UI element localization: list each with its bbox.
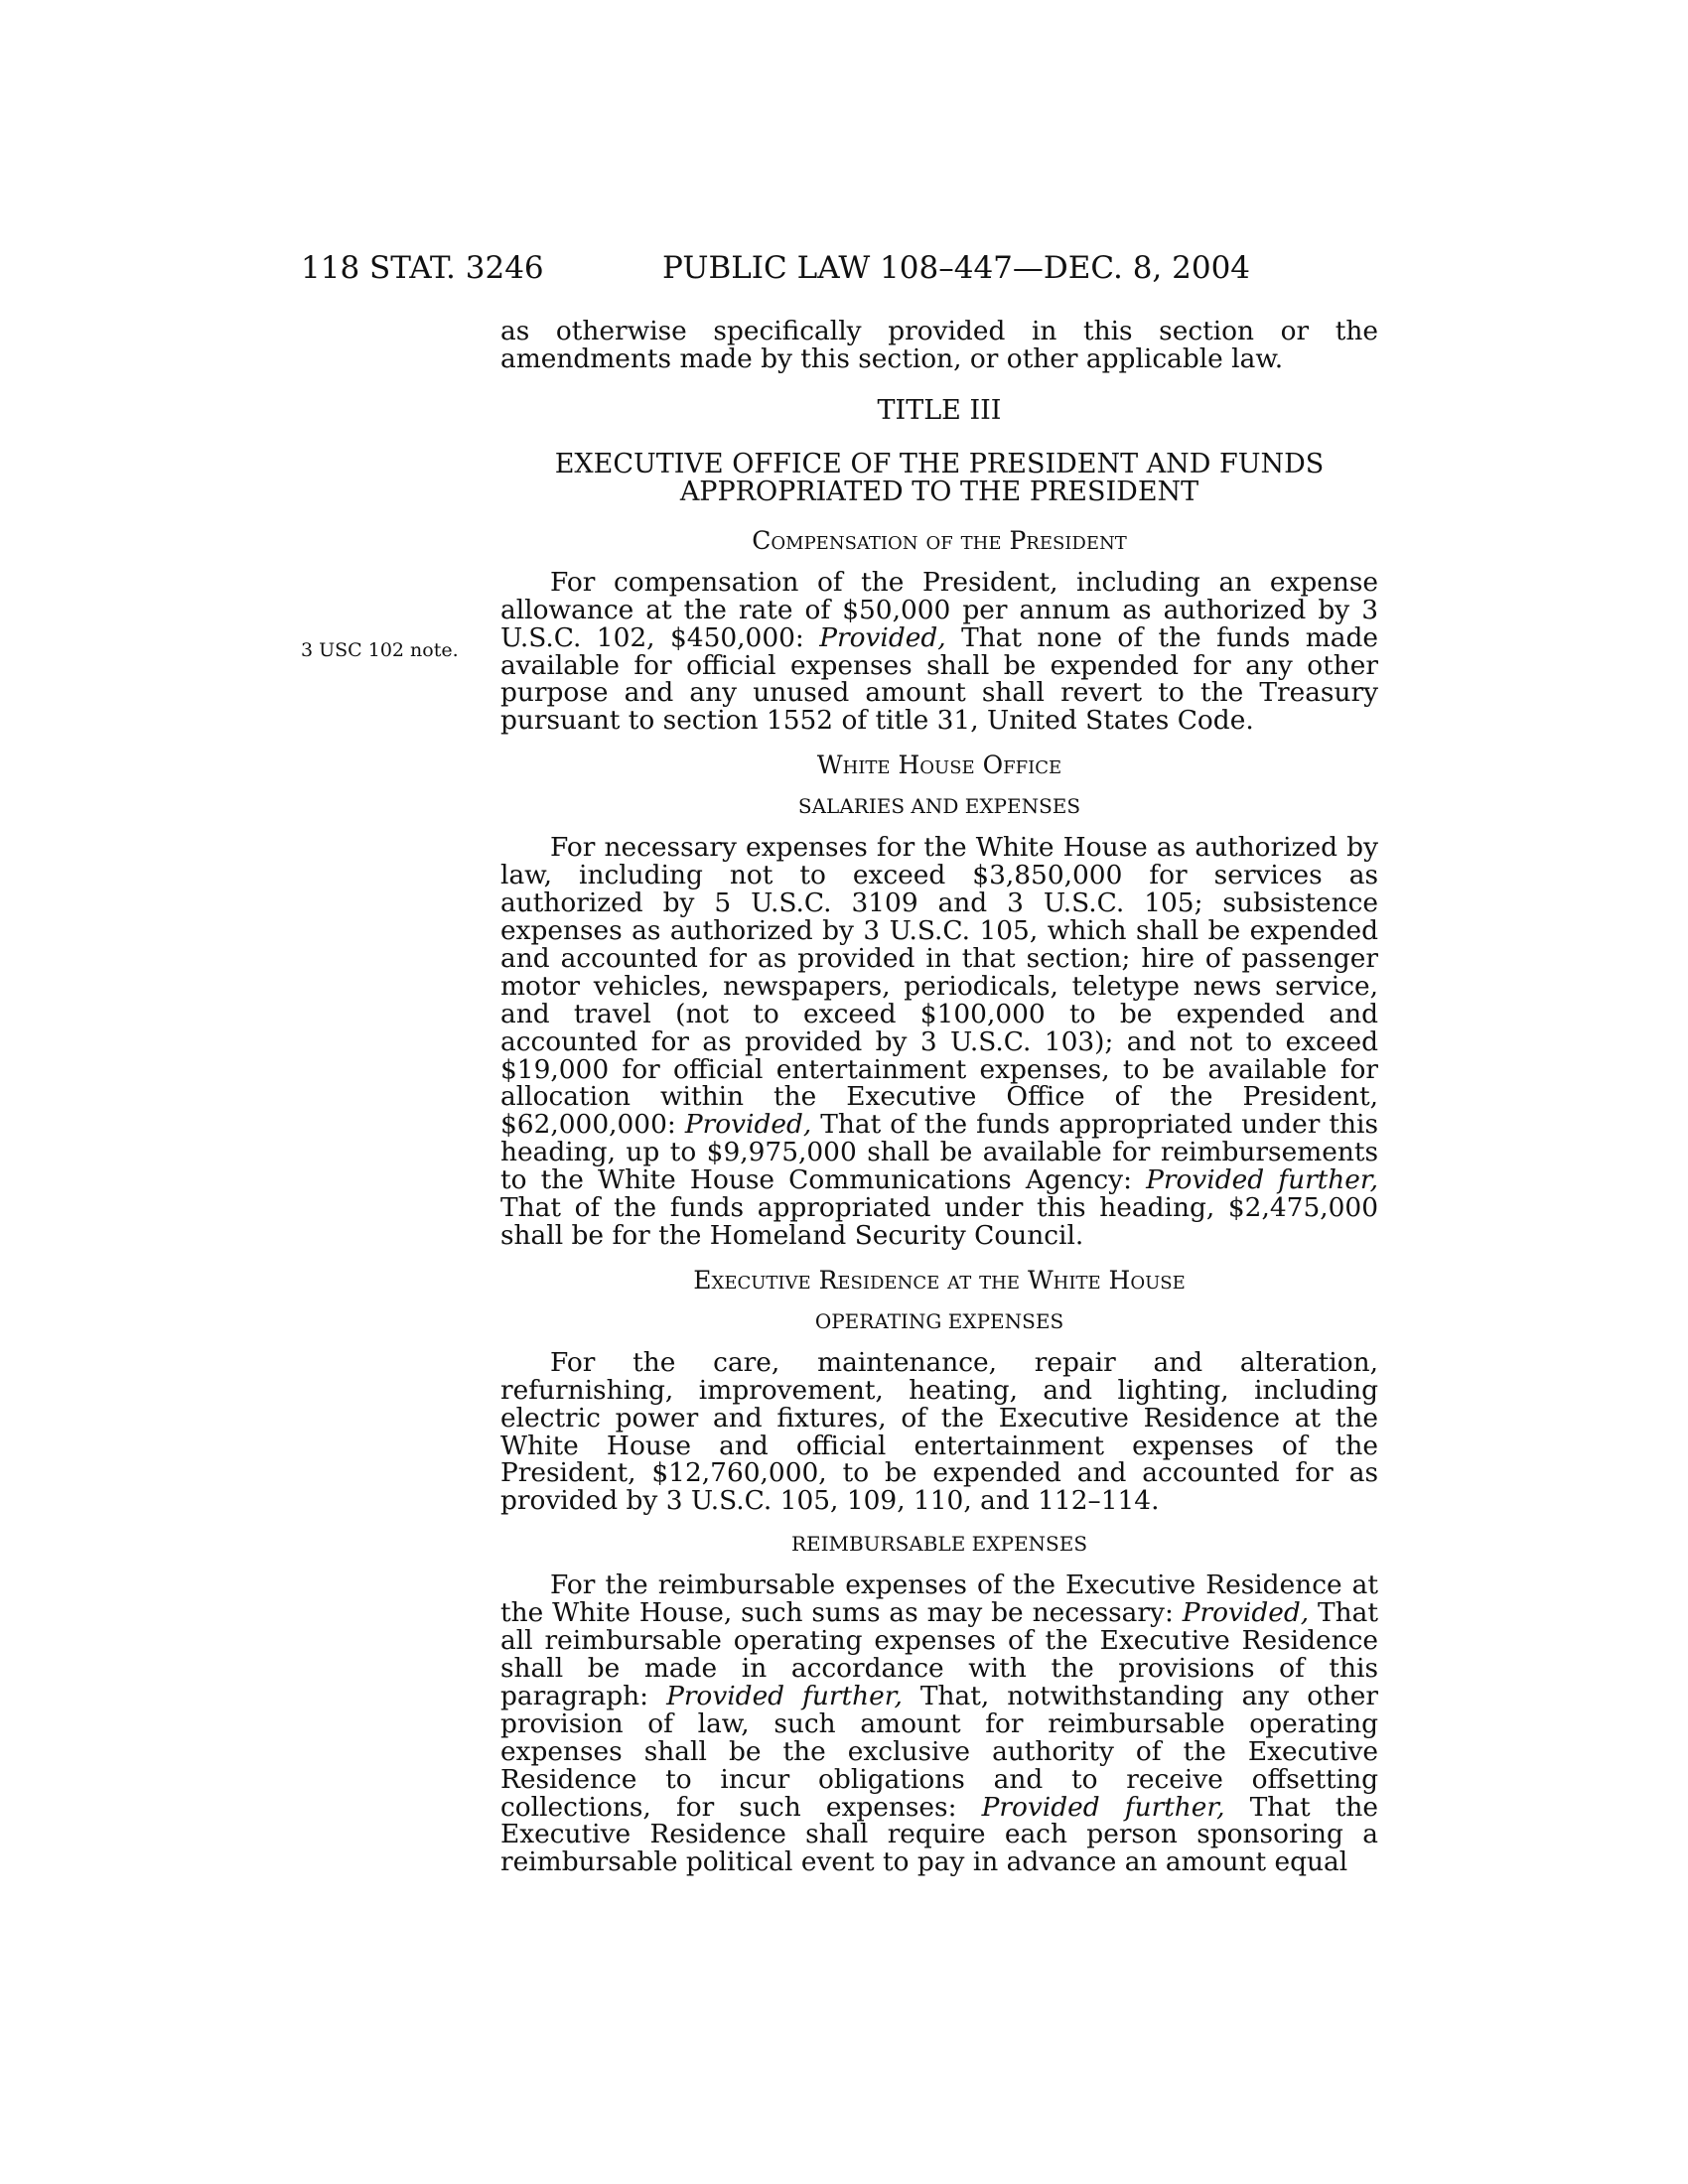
proviso: Provided, bbox=[819, 621, 946, 653]
paragraph-operating: For the care, maintenance, repair and alteration, refurnishing, improvement, heating, and lighting, including electric power and fixtures, of the Executive Residence at the White House and official entertainment expenses of the President, $12,760,000, to be expended and accounted for as provided by 3 U.S.C. 105, 109, 110, and 112–114. bbox=[500, 1346, 1378, 1517]
subheading-operating: OPERATING EXPENSES bbox=[814, 1308, 1064, 1333]
heading-executive-residence: Executive Residence at the White House bbox=[693, 1265, 1186, 1295]
proviso: Provided, bbox=[684, 1109, 812, 1141]
proviso: Provided, bbox=[1182, 1597, 1310, 1629]
body-text bbox=[500, 318, 1378, 1876]
margin-note: 3 USC 102 note. bbox=[301, 639, 459, 661]
subheading-reimbursable: REIMBURSABLE EXPENSES bbox=[790, 1532, 1088, 1557]
title-number: TITLE III bbox=[877, 394, 1002, 426]
paragraph-text: That all reimbursable operating expenses of the Executive Residence shall be made in accordance with the provisions of this paragraph: bbox=[500, 1597, 1379, 1711]
paragraph-reimbursable bbox=[500, 1571, 1378, 1876]
heading-compensation: Compensation of the President bbox=[752, 525, 1127, 555]
subheading-salaries: SALARIES AND EXPENSES bbox=[797, 794, 1081, 819]
title-name: EXECUTIVE OFFICE OF THE PRESIDENT AND FUNDS APPROPRIATED TO THE PRESIDENT bbox=[554, 448, 1325, 507]
paragraph-text: That none of the funds made available for official expenses shall be expended for any other purpose and any unused amount shall revert to the Treasury pursuant to section 1552 of title 31, United States Code. bbox=[500, 621, 1378, 737]
paragraph-text: That of the funds appropriated under this heading, $2,475,000 shall be for the Homeland Security Council. bbox=[500, 1192, 1378, 1251]
paragraph-text: That of the funds appropriated under this heading, up to $9,975,000 shall be available for reimbursements to the White House Communications Agency: bbox=[500, 1109, 1378, 1196]
proviso: Provided further, bbox=[1146, 1164, 1379, 1196]
paragraph-text: That the Executive Residence shall require each person sponsoring a reimbursable political event to pay in advance an amount equal bbox=[500, 1791, 1379, 1878]
statute-citation: 118 STAT. 3246 bbox=[301, 250, 544, 286]
paragraph-text: For the reimbursable expenses of the Executive Residence at the White House, such sums as may be necessary: bbox=[500, 1570, 1378, 1629]
paragraph-text: For necessary expenses for the White House as authorized by law, including not to exceed $3,850,000 for services as authorized by 5 U.S.C. 3109 and 3 U.S.C. 105; subsistence expenses as authorized by 3 U.S.C. 105, which shall be expended and accounted for as provided in that section; hire of passenger motor vehicles, newspapers, periodicals, teletype news service, and travel (not to exceed $100,000 to be expended and accounted for as provided by 3 U.S.C. 103); and not to exceed $19,000 for official entertainment expenses, to be available for allocation within the Executive Office of the President, $62,000,000: bbox=[500, 832, 1378, 1141]
paragraph-compensation bbox=[500, 566, 1378, 737]
heading-white-house-office: White House Office bbox=[816, 751, 1062, 780]
page-header bbox=[301, 250, 1294, 290]
paragraph-text: For compensation of the President, including an expense allowance at the rate of $50,000 per annum as authorized by 3 U.S.C. 102, $450,000: bbox=[500, 566, 1378, 653]
proviso: Provided further, bbox=[981, 1791, 1225, 1823]
proviso: Provided further, bbox=[666, 1680, 903, 1711]
paragraph-text: That, notwithstanding any other provision of law, such amount for reimbursable operating expenses shall be the exclusive authority of the Executive Residence to incur obligations and to receive offsetting collections, for such expenses: bbox=[500, 1680, 1378, 1823]
intro-continuation: as otherwise specifically provided in this section or the amendments made by this section, or other applicable law. bbox=[500, 316, 1378, 374]
running-head: PUBLIC LAW 108–447—DEC. 8, 2004 bbox=[662, 250, 1251, 286]
paragraph-white-house-office bbox=[500, 834, 1378, 1250]
